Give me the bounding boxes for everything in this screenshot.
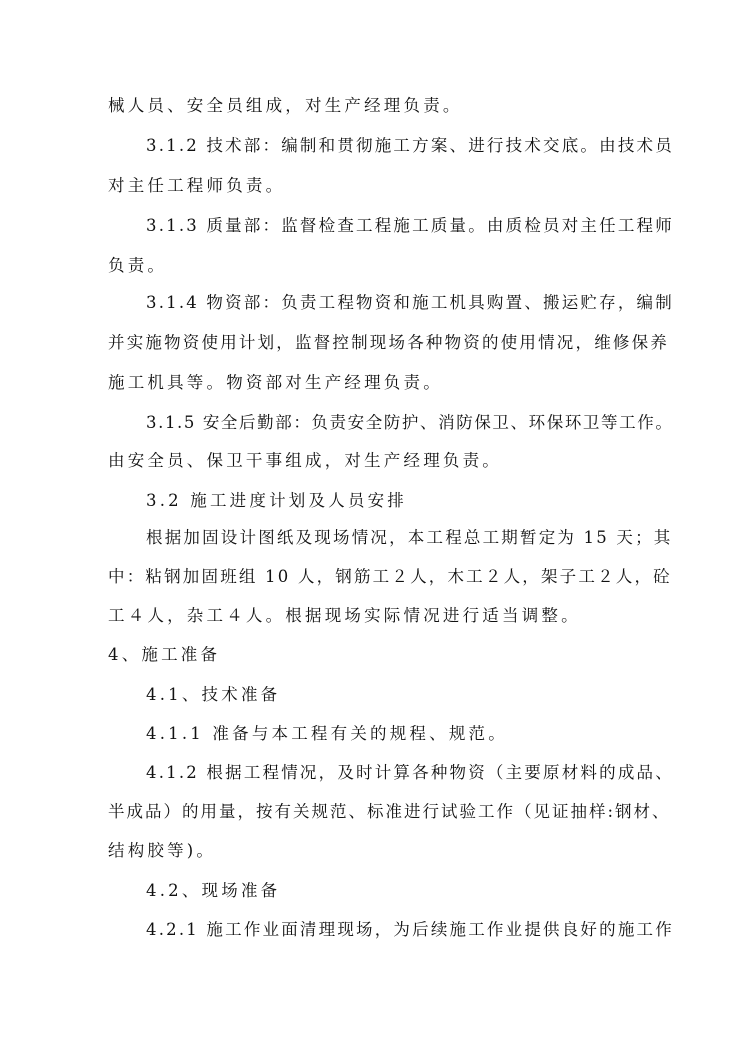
section-heading: 4.1、技术准备 (146, 685, 281, 704)
text-line: 4.1.2 根据工程情况，及时计算各种物资（主要原材料的成品、 (146, 763, 674, 782)
text-line: 械人员、安全员组成，对生产经理负责。 (108, 96, 463, 115)
text-line: 工４人，杂工４人。根据现场实际情况进行适当调整。 (108, 606, 581, 625)
text-line: 由安全员、保卫干事组成，对生产经理负责。 (108, 451, 502, 470)
text-line: 中：粘钢加固班组 10 人，钢筋工２人，木工２人，架子工２人，砼 (108, 567, 672, 586)
text-line: 3.1.5 安全后勤部：负责安全防护、消防保卫、环保环卫等工作。 (146, 413, 674, 432)
section-heading: 3.2 施工进度计划及人员安排 (146, 491, 407, 510)
section-heading: 4、施工准备 (108, 645, 221, 664)
text-line: 对主任工程师负责。 (108, 176, 286, 195)
section-heading: 4.2、现场准备 (146, 881, 281, 900)
text-line: 4.2.1 施工作业面清理现场，为后续施工作业提供良好的施工作 (146, 920, 674, 939)
text-line: 3.1.4 物资部：负责工程物资和施工机具购置、搬运贮存，编制 (146, 293, 674, 312)
text-line: 3.1.3 质量部：监督检查工程施工质量。由质检员对主任工程师 (146, 216, 674, 235)
text-line: 施工机具等。物资部对生产经理负责。 (108, 373, 443, 392)
text-line: 3.1.2 技术部：编制和贯彻施工方案、进行技术交底。由技术员 (146, 136, 674, 155)
text-line: 负责。 (108, 256, 168, 275)
text-line: 结构胶等)。 (108, 841, 217, 860)
text-line: 4.1.1 准备与本工程有关的规程、规范。 (146, 724, 508, 743)
text-line: 半成品）的用量，按有关规范、标准进行试验工作（见证抽样:钢材、 (108, 802, 671, 821)
text-line: 根据加固设计图纸及现场情况，本工程总工期暂定为 15 天；其 (146, 528, 673, 547)
text-line: 并实施物资使用计划，监督控制现场各种物资的使用情况，维修保养 (108, 333, 669, 352)
